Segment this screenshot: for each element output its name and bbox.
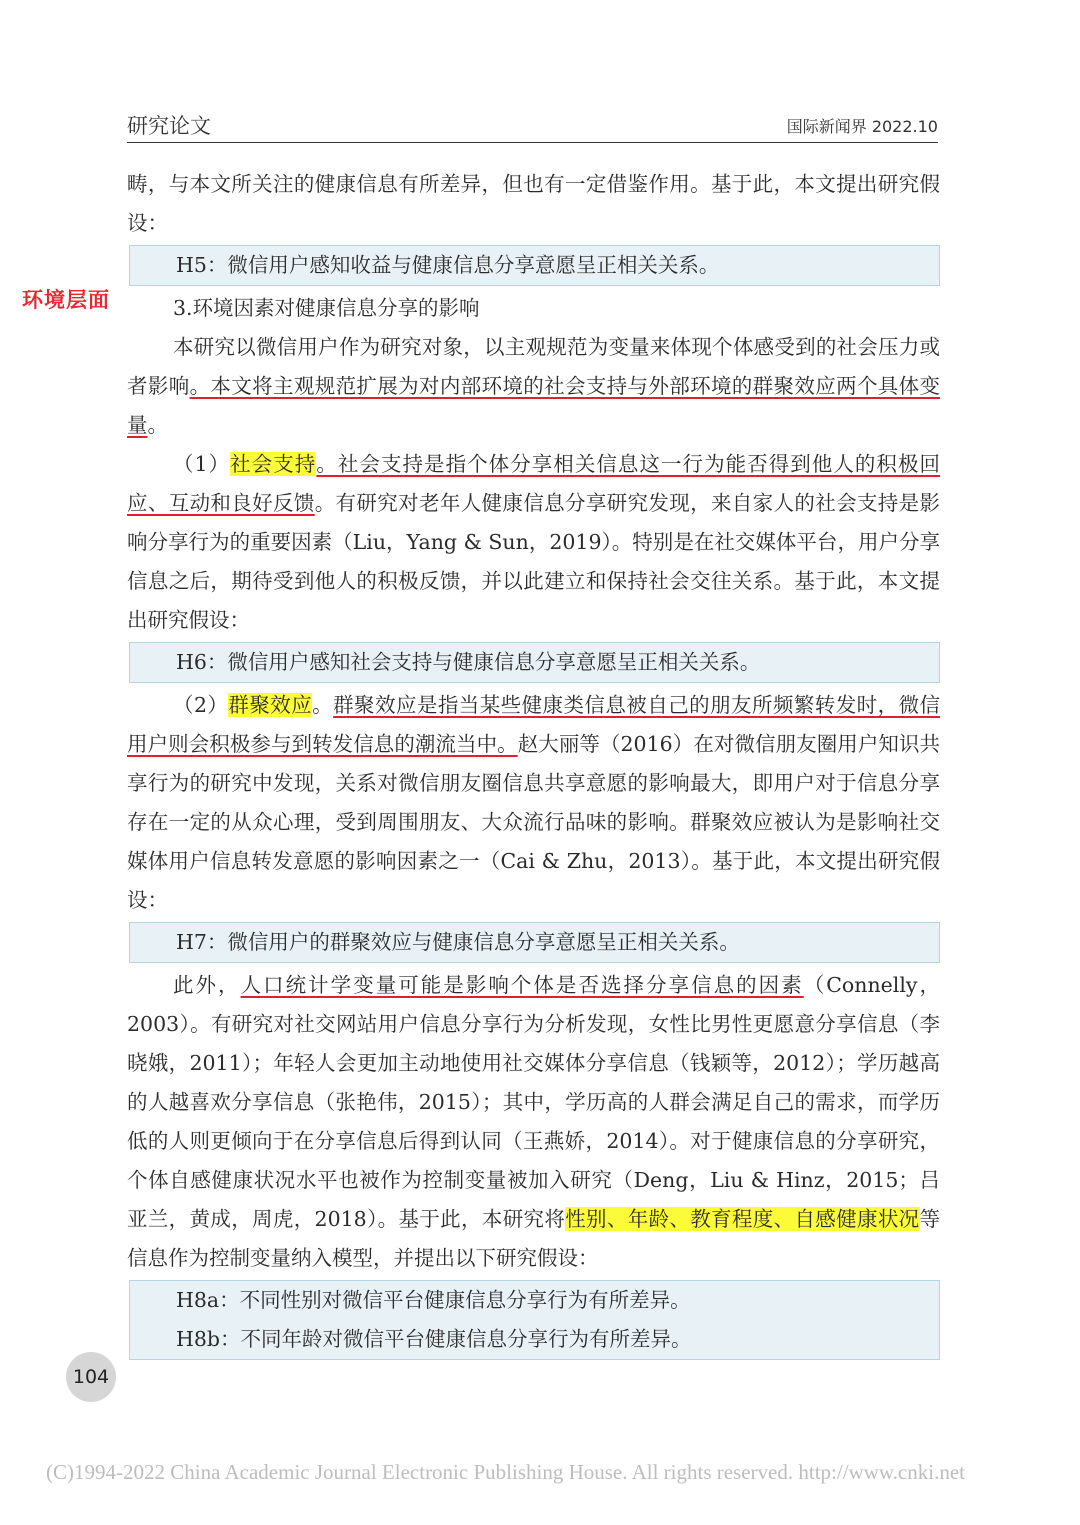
highlighted-term: 社会支持 xyxy=(230,452,317,476)
article-body xyxy=(127,165,940,1363)
section-label: 研究论文 xyxy=(127,114,211,138)
page-number-badge: 104 xyxy=(66,1352,116,1402)
highlighted-term: 性别、年龄、教育程度、自感健康状况 xyxy=(565,1207,920,1231)
text-run: 此外， xyxy=(173,973,241,997)
underlined-text: 。社会支持是指个体分享相关信息这一行为能否得到他人的积极回应、互动和良好反馈 xyxy=(127,452,941,515)
text-run: 等信息作为控制变量纳入模型，并提出以下研究假设： xyxy=(127,1207,940,1270)
hypothesis-h7: H7：微信用户的群聚效应与健康信息分享意愿呈正相关关系。 xyxy=(176,930,740,954)
underlined-text: 。本文将主观规范扩展为对内部环境的社会支持与外部环境的群聚效应两个具体变量 xyxy=(127,374,941,437)
paragraph-social-support xyxy=(127,445,940,640)
text-run: 赵大丽等（2016）在对微信朋友圈用户知识共享行为的研究中发现，关系对微信朋友圈信息共享意愿的影响最大，即用户对于信息分享存在一定的从众心理，受到周围朋友、大众流行品味的影响。群聚效应被认为是影响社交媒体用户信息转发意愿的影响因素之一（Cai & Zhu，2013）。基于此，本文提出研究假设： xyxy=(127,732,941,912)
hypothesis-box-h6 xyxy=(129,642,940,683)
text-run: （2） xyxy=(173,693,229,717)
margin-annotation: 环境层面 xyxy=(22,288,110,312)
section-heading: 3.环境因素对健康信息分享的影响 xyxy=(173,296,480,320)
hypothesis-h6: H6：微信用户感知社会支持与健康信息分享意愿呈正相关关系。 xyxy=(176,650,761,674)
highlighted-term: 群聚效应 xyxy=(228,693,313,717)
underlined-text: 群聚效应是指当某些健康类信息被自己的朋友所频繁转发时，微信用户则会积极参与到转发信息的潮流当中。 xyxy=(127,693,941,756)
page-header xyxy=(127,108,938,143)
text-run: 。 xyxy=(147,413,168,437)
paragraph-demographics xyxy=(127,966,940,1278)
underlined-text: 人口统计学变量可能是影响个体是否选择分享信息的因素 xyxy=(240,973,804,997)
text-run: 。 xyxy=(312,693,334,717)
paragraph-herd-effect xyxy=(127,686,940,920)
text-run: 。有研究对老年人健康信息分享研究发现，来自家人的社会支持是影响分享行为的重要因素（Liu，Yang & Sun，2019）。特别是在社交媒体平台，用户分享信息之后，期待受到他人的积极反馈，并以此建立和保持社会交往关系。基于此，本文提出研究假设： xyxy=(127,491,941,632)
paragraph-continuation: 畴，与本文所关注的健康信息有所差异，但也有一定借鉴作用。基于此，本文提出研究假设： xyxy=(127,172,940,235)
hypothesis-box-h7 xyxy=(129,922,940,963)
hypothesis-h8a: H8a：不同性别对微信平台健康信息分享行为有所差异。 xyxy=(176,1288,691,1312)
paragraph-subjective-norms xyxy=(127,328,940,445)
text-run: （1） xyxy=(173,452,231,476)
hypothesis-box-h5 xyxy=(129,245,940,286)
copyright-footer: (C)1994-2022 China Academic Journal Electronic Publishing House. All rights reserved. http://www.cnki.net xyxy=(46,1460,965,1484)
hypothesis-box-h8 xyxy=(129,1280,940,1360)
hypothesis-h5: H5：微信用户感知收益与健康信息分享意愿呈正相关关系。 xyxy=(176,253,720,277)
text-run: （Connelly，2003）。有研究对社交网站用户信息分享行为分析发现，女性比男性更愿意分享信息（李晓娥，2011）；年轻人会更加主动地使用社交媒体分享信息（钱颖等，2012）；学历越高的人越喜欢分享信息（张艳伟，2015）；其中，学历高的人群会满足自己的需求，而学历低的人则更倾向于在分享信息后得到认同（王燕娇，2014）。对于健康信息的分享研究，个体自感健康状况水平也被作为控制变量被加入研究（Deng，Liu & Hinz，2015；吕亚兰，黄成，周虎，2018）。基于此，本研究将 xyxy=(127,973,941,1231)
text-run: 本研究以微信用户作为研究对象，以主观规范为变量来体现个体感受到的社会压力或者影响 xyxy=(127,335,940,398)
journal-issue: 国际新闻界 2022.10 xyxy=(786,117,938,136)
hypothesis-h8b: H8b：不同年龄对微信平台健康信息分享行为有所差异。 xyxy=(176,1327,692,1351)
